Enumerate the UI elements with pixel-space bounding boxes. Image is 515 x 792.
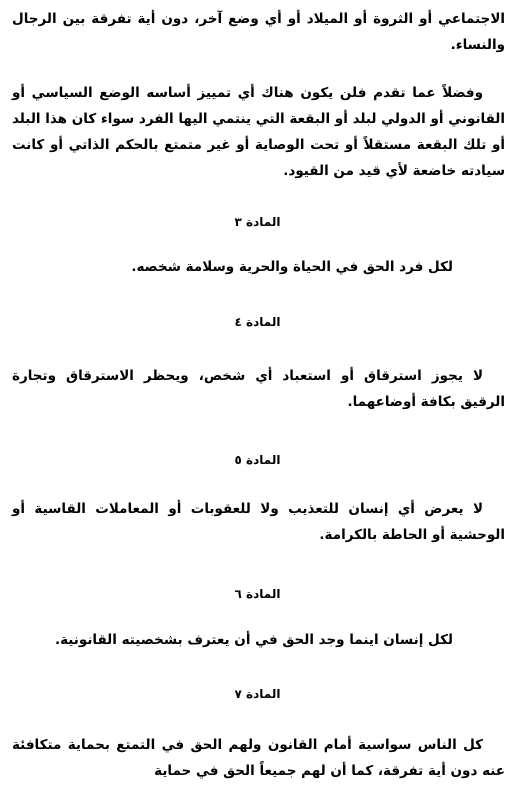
article-6-text: لكل إنسان اينما وجد الحق في أن يعترف بشخصيته القانونية. (54, 632, 453, 648)
article-7-heading: المادة ٧ (234, 687, 281, 701)
article-3-text: لكل فرد الحق في الحياة والحرية وسلامة شخصه. (131, 259, 453, 275)
article-3-heading: المادة ٣ (234, 215, 281, 229)
paragraph-continuation: الاجتماعي أو الثروة أو الميلاد أو أي وضع آخر، دون أية تفرقة بين الرجال والنساء. (12, 11, 505, 53)
article-4-text: لا يجوز استرقاق أو استعباد أي شخص، ويحظر الاسترقاق وتجارة الرقيق بكافة أوضاعهما. (12, 368, 505, 410)
paragraph-nondiscrimination-status: وفضلاً عما تقدم فلن يكون هناك أي تمييز أساسه الوضع السياسي أو القانوني أو الدولي لبلد أو البقعة التي ينتمي اليها الفرد سواء كان هذا البلد أو تلك البقعة مستقلاً أو تحت الوصاية أو غير متمتع بالحكم الذاتي أو كانت سيادته خاضعة لأي قيد من القيود. (12, 85, 505, 179)
article-5-text: لا يعرض أي إنسان للتعذيب ولا للعقوبات أو المعاملات القاسية أو الوحشية أو الحاطة بالكرامة. (12, 501, 505, 543)
article-4-heading: المادة ٤ (234, 315, 281, 329)
article-7-text: كل الناس سواسية أمام القانون ولهم الحق في التمتع بحماية متكافئة عنه دون أية تفرقة، كما أن لهم جميعاً الحق في حماية (12, 737, 505, 779)
article-5-heading: المادة ٥ (234, 453, 281, 467)
article-6-heading: المادة ٦ (234, 587, 281, 601)
